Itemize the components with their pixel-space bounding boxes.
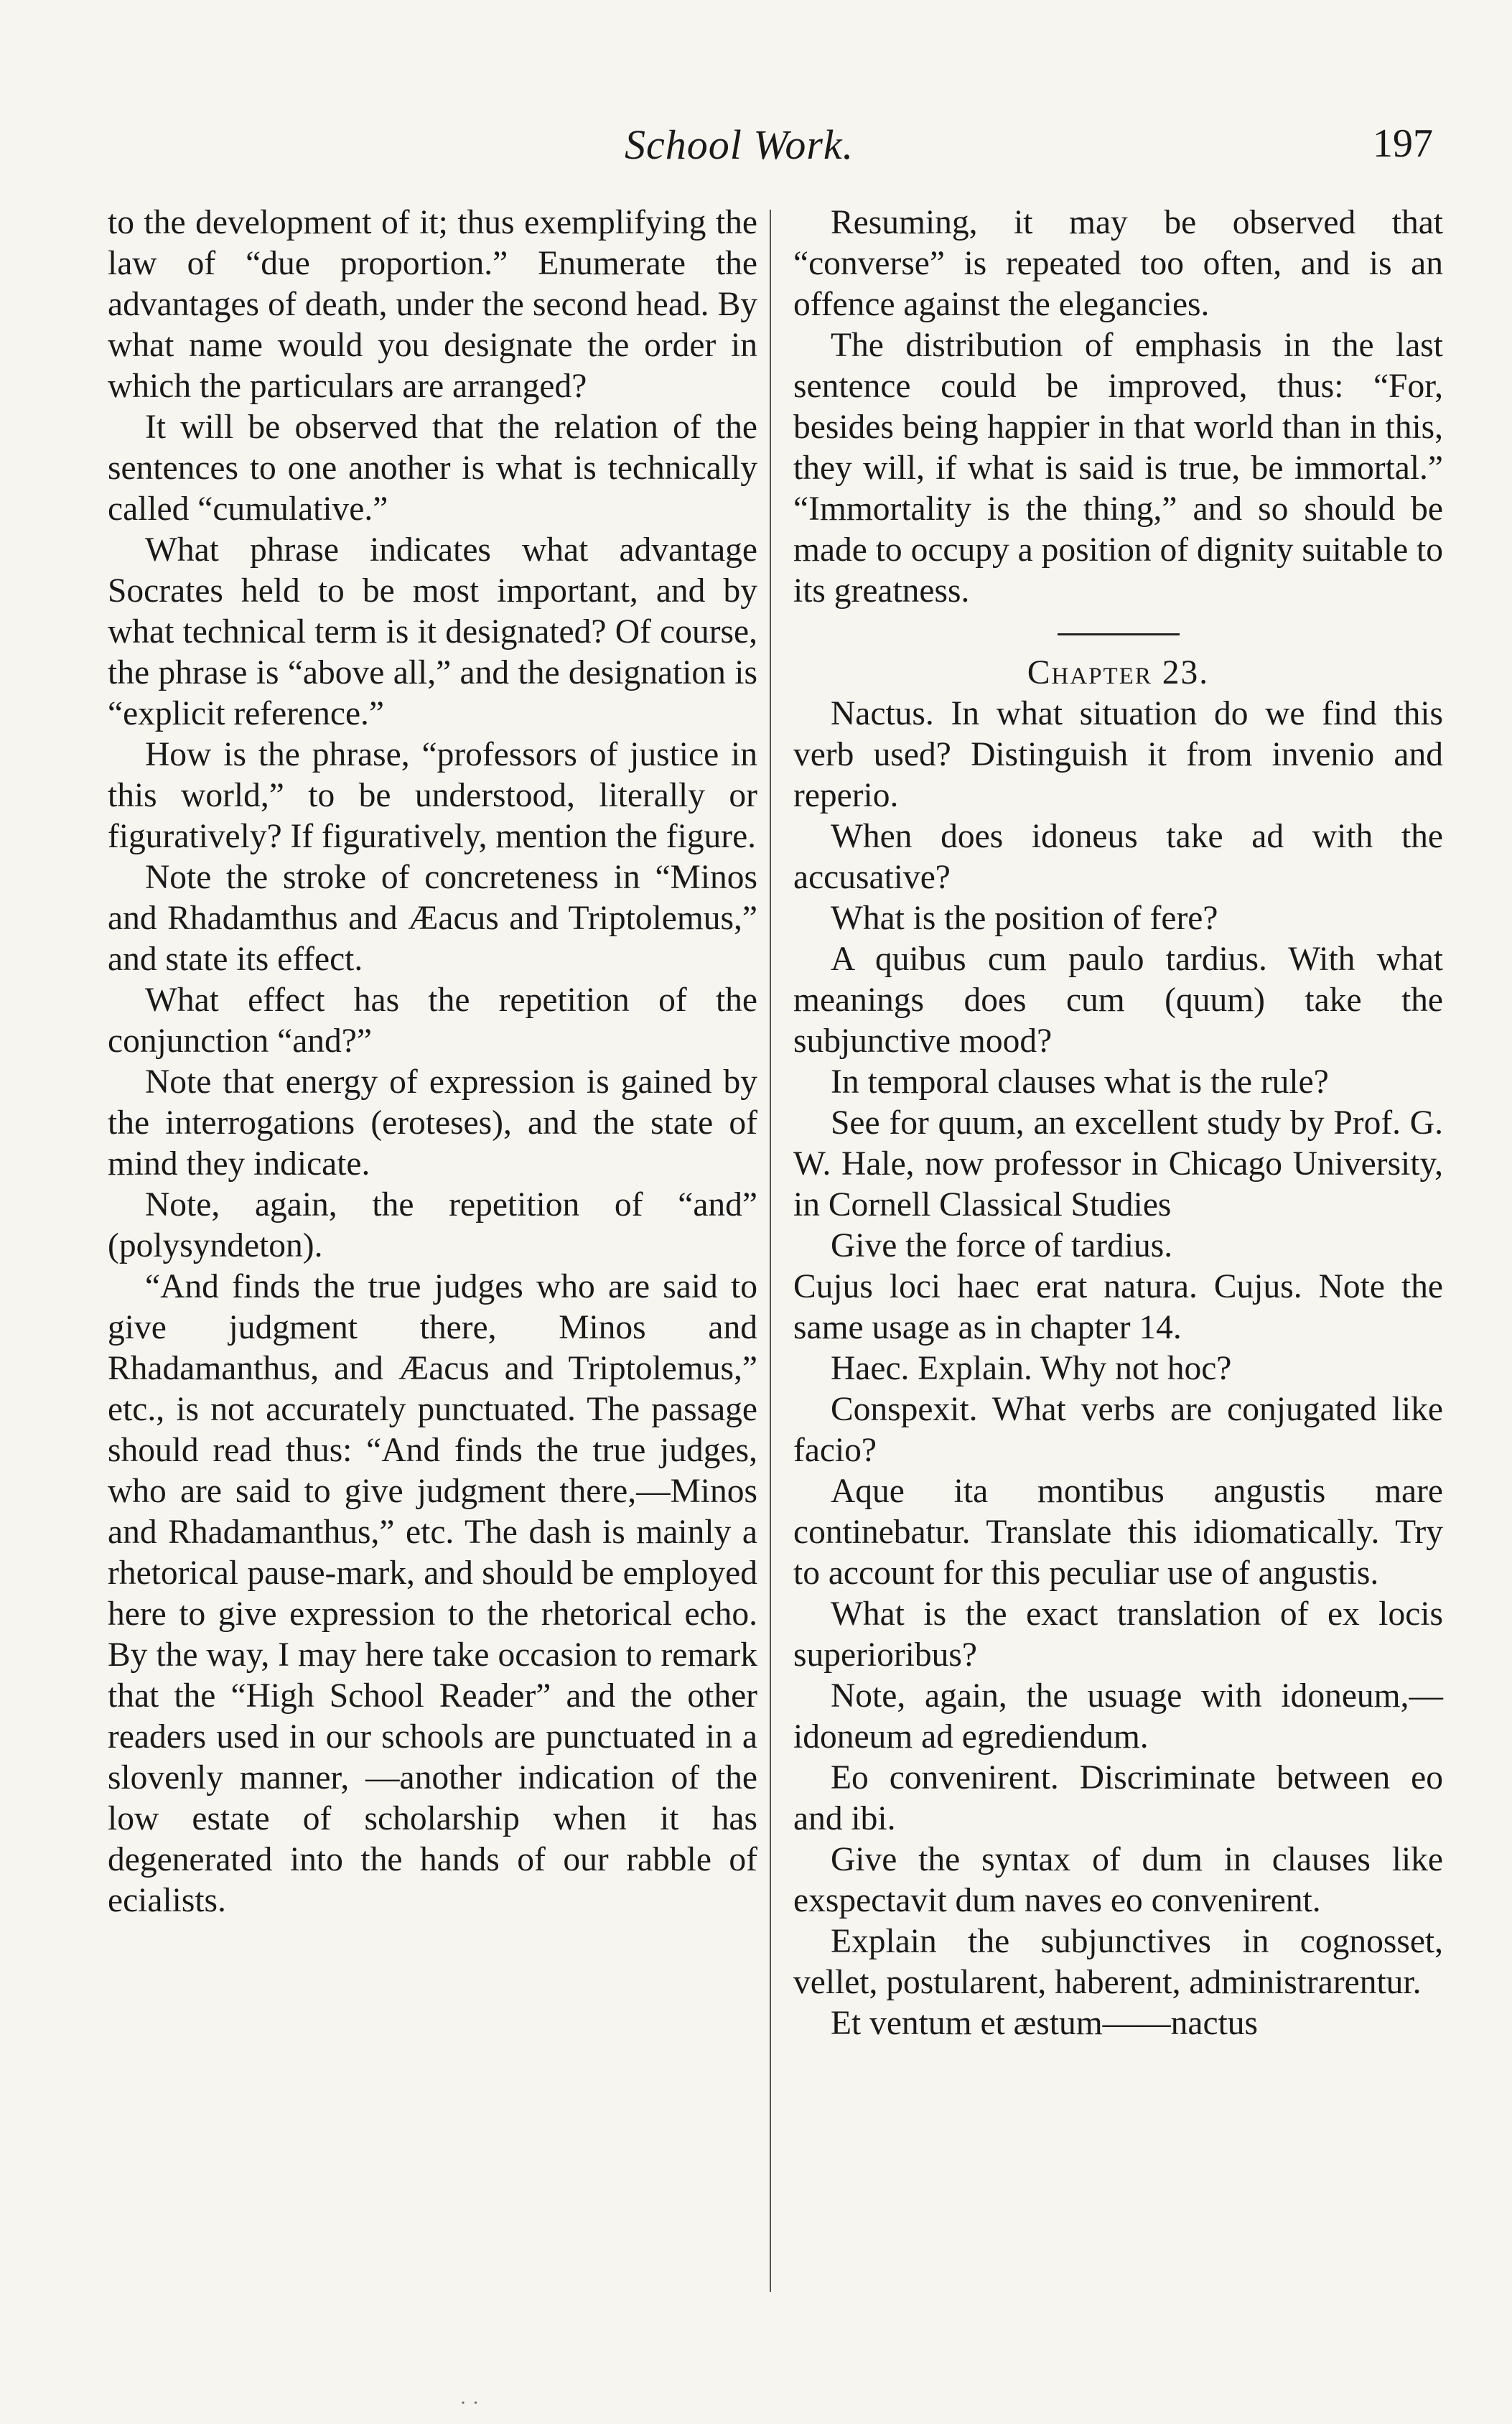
paragraph: Et ventum et æstum——nactus <box>831 2005 1259 2042</box>
paragraph: Resuming, it may be observed that “converse” is repeated too often, and is an offence against the elegancies. <box>793 204 1443 323</box>
paragraph: Cujus loci haec erat natura. Cujus. Note the same usage as in chapter 14. <box>793 1268 1443 1346</box>
footer-marks: · · <box>459 2391 480 2415</box>
paragraph: Give the force of tardius. <box>831 1227 1173 1264</box>
paragraph: Note, again, the repetition of “and” (polysyndeton). <box>108 1186 757 1264</box>
paragraph: What phrase indicates what advantage Socrates held to be most important, and by what technical term is it designated? Of course, the phrase is “above all,” and the designation is “explicit reference.” <box>108 531 757 732</box>
paragraph: Conspexit. What verbs are conjugated like facio? <box>793 1391 1443 1469</box>
paragraph: Note, again, the usuage with idoneum,—idoneum ad egrediendum. <box>793 1677 1443 1756</box>
paragraph: A quibus cum paulo tardius. With what meanings does cum (quum) take the subjunctive mood? <box>793 941 1443 1060</box>
paragraph: “And finds the true judges who are said to give judgment there, Minos and Rhadamanthus, and Æacus and Triptolemus,” etc., is not accurately punctuated. The passage should read thus: “And finds the true judges, who are said to give judgment there,—Minos and Rhadamanthus,” etc. The dash is mainly a rhetorical pause-mark, and should be employed here to give expression to the rhetorical echo. By the way, I may here take occasion to remark that the “High School Reader” and the other readers used in our schools are punctuated in a slovenly manner, —another indication of the low estate of scholarship when it has degenerated into the hands of our rabble of ecialists. <box>108 1268 757 1919</box>
paragraph: Nactus. In what situation do we find this verb used? Distinguish it from invenio and reperio. <box>793 695 1443 814</box>
paragraph: to the development of it; thus exemplifying the law of “due proportion.” Enumerate the advantages of death, under the second head. By what name would you designate the order in which the particulars are arranged? <box>108 204 757 405</box>
paragraph: Eo convenirent. Discriminate between eo and ibi. <box>793 1759 1443 1837</box>
paragraph: What is the position of fere? <box>831 900 1218 937</box>
paragraph: The distribution of emphasis in the last sentence could be improved, thus: “For, besides being happier in that world than in this, they will, if what is said is true, be immortal.” “Immortality is the thing,” and so should be made to occupy a position of dignity suitable to its greatness. <box>793 327 1443 610</box>
paragraph: When does idoneus take ad with the accusative? <box>793 818 1443 896</box>
running-title: School Work. <box>625 121 854 168</box>
paragraph: Note that energy of expression is gained by the interrogations (eroteses), and the state of mind they indicate. <box>108 1063 757 1183</box>
chapter-heading: Chapter 23. <box>1027 654 1210 691</box>
left-column <box>108 202 757 1921</box>
page-header <box>0 121 1512 171</box>
paragraph: See for quum, an excellent study by Prof. G. W. Hale, now professor in Chicago University, in Cornell Classical Studies <box>793 1104 1443 1223</box>
column-divider <box>770 210 771 2292</box>
page-number: 197 <box>1373 121 1433 166</box>
section-divider <box>1058 633 1180 635</box>
paragraph: Aque ita montibus angustis mare continebatur. Translate this idiomatically. Try to account for this peculiar use of angustis. <box>793 1473 1443 1592</box>
paragraph: Haec. Explain. Why not hoc? <box>831 1350 1232 1387</box>
paragraph: How is the phrase, “professors of justice in this world,” to be understood, literally or figuratively? If figuratively, mention the figure. <box>108 736 757 855</box>
paragraph: Explain the subjunctives in cognosset, vellet, postularent, haberent, administrarentur. <box>793 1923 1443 2001</box>
paragraph: Give the syntax of dum in clauses like exspectavit dum naves eo convenirent. <box>793 1841 1443 1919</box>
paragraph: What effect has the repetition of the conjunction “and?” <box>108 982 757 1060</box>
paragraph: What is the exact translation of ex locis superioribus? <box>793 1595 1443 1674</box>
right-column <box>793 202 1443 2044</box>
paragraph: It will be observed that the relation of the sentences to one another is what is technically called “cumulative.” <box>108 409 757 528</box>
paragraph: In temporal clauses what is the rule? <box>831 1063 1329 1101</box>
paragraph: Note the stroke of concreteness in “Minos and Rhadamthus and Æacus and Triptolemus,” and state its effect. <box>108 859 757 978</box>
